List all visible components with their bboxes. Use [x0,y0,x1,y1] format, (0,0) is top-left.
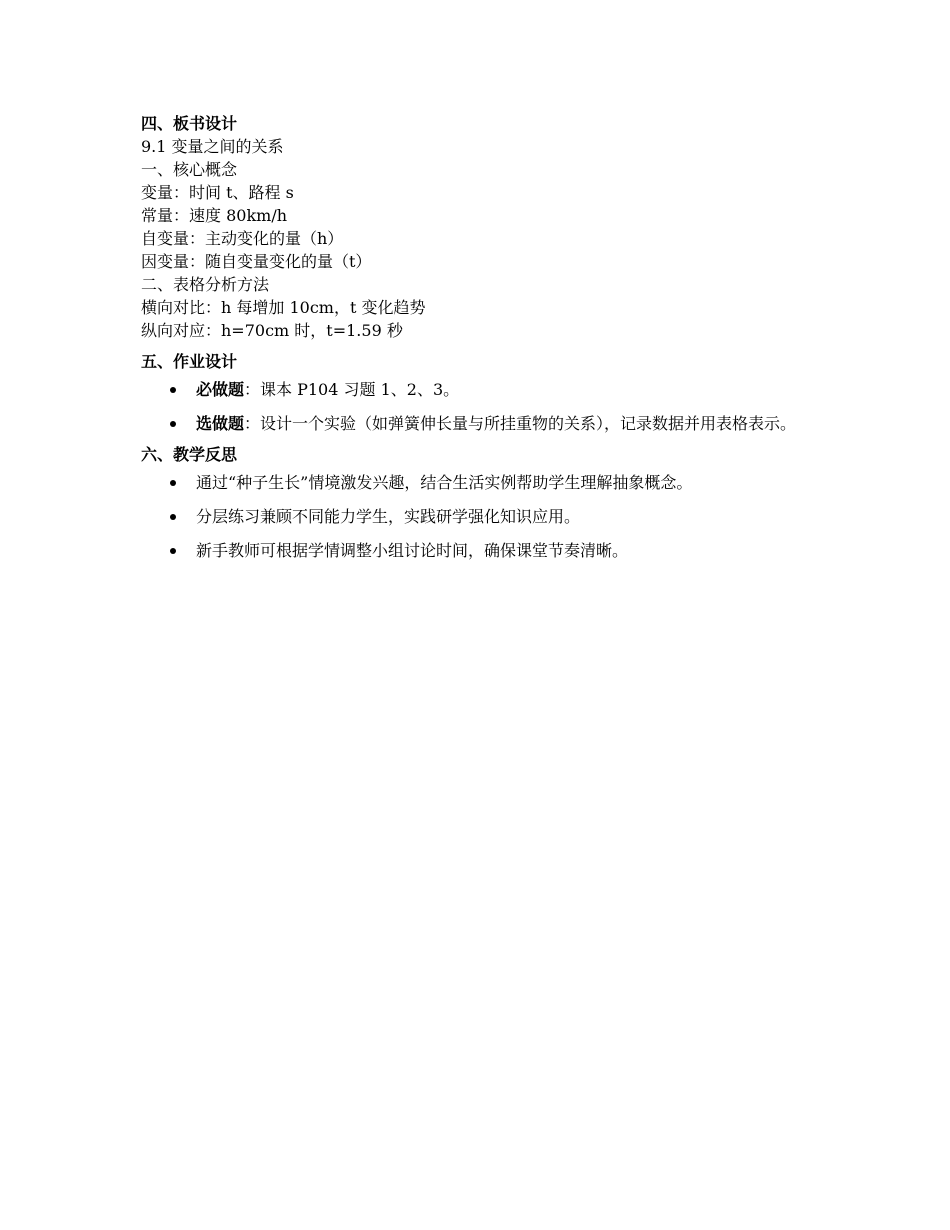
bullet-icon [170,421,176,427]
bullet-icon [170,514,176,520]
bullet-icon [170,387,176,393]
board-line-independent-variable: 自变量：主动变化的量（h） [141,229,344,248]
board-line-horizontal-compare: 横向对比：h 每增加 10cm，t 变化趋势 [141,298,426,317]
section-heading-homework: 五、作业设计 [141,352,238,371]
list-item [141,471,821,494]
board-line-core-concepts: 一、核心概念 [141,160,238,179]
board-line-table-method: 二、表格分析方法 [141,275,270,294]
homework-required-label: 必做题 [196,380,245,399]
board-line-dependent-variable: 因变量：随自变量变化的量（t） [141,252,372,271]
reflection-text: 分层练习兼顾不同能力学生，实践研学强化知识应用。 [196,507,581,526]
homework-optional-label: 选做题 [196,414,245,433]
board-line-constant: 常量：速度 80km/h [141,206,288,225]
list-item [141,412,821,435]
list-item [141,505,821,528]
reflection-text: 新手教师可根据学情调整小组讨论时间，确保课堂节奏清晰。 [196,541,629,560]
homework-list [141,378,821,435]
board-line-title: 9.1 变量之间的关系 [141,137,284,156]
list-item [141,378,821,401]
homework-optional-text: ：设计一个实验（如弹簧伸长量与所挂重物的关系），记录数据并用表格表示。 [244,414,797,433]
board-line-variables: 变量：时间 t、路程 s [141,183,294,202]
bullet-icon [170,548,176,554]
section-heading-reflection: 六、教学反思 [141,445,238,464]
list-item [141,539,821,562]
reflection-text: 通过“种子生长”情境激发兴趣，结合生活实例帮助学生理解抽象概念。 [196,473,693,492]
section-heading-board-design: 四、板书设计 [141,114,238,133]
document-body [141,112,821,562]
reflection-list [141,471,821,562]
bullet-icon [170,480,176,486]
board-line-vertical-correspond: 纵向对应：h=70cm 时，t=1.59 秒 [141,321,403,340]
homework-required-text: ：课本 P104 习题 1、2、3。 [244,380,460,399]
